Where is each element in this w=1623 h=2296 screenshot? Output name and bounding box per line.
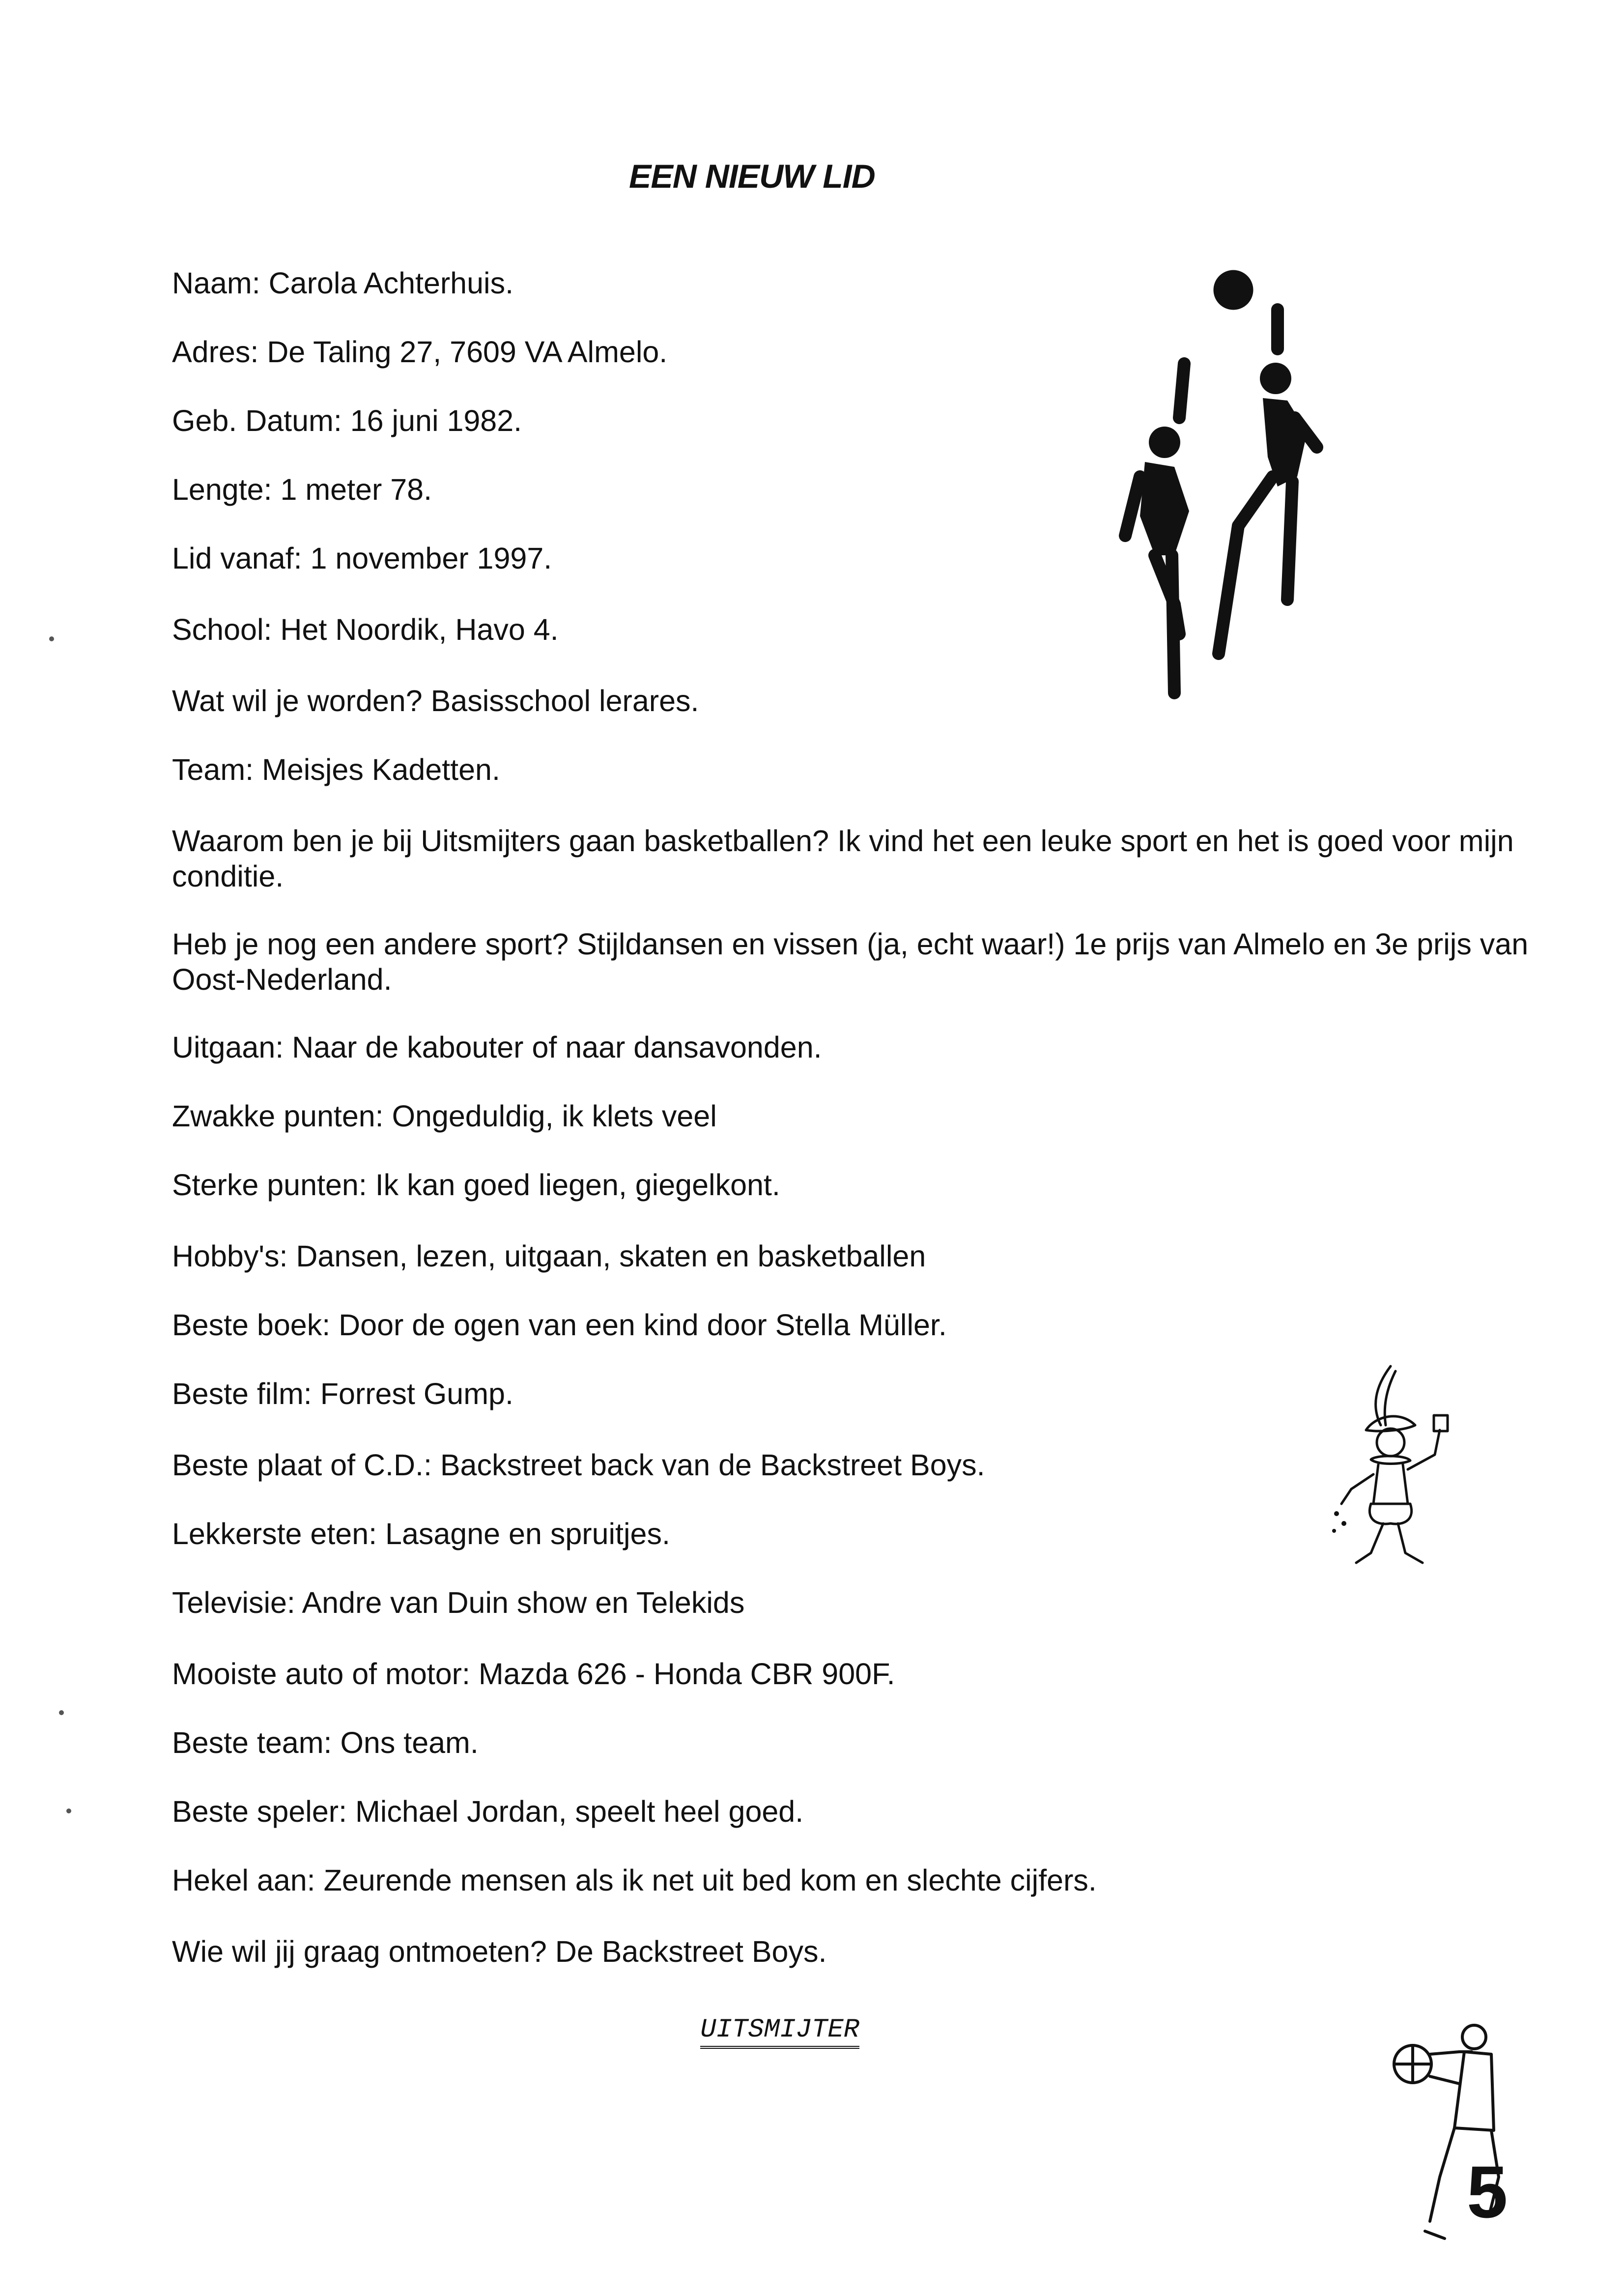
field-team: Team: Meisjes Kadetten. <box>172 753 500 786</box>
field-naam: Naam: Carola Achterhuis. <box>172 266 514 300</box>
field-wie-ontmoeten: Wie wil jij graag ontmoeten? De Backstreet Boys. <box>172 1935 827 1968</box>
scan-speck <box>66 1808 71 1813</box>
basketball-players-illustration <box>1101 260 1356 713</box>
field-mooiste-auto: Mooiste auto of motor: Mazda 626 - Honda CBR 900F. <box>172 1657 895 1691</box>
scan-speck <box>59 1710 64 1715</box>
scan-speck <box>49 636 54 641</box>
jester-illustration <box>1317 1356 1479 1582</box>
field-hekel-aan: Hekel aan: Zeurende mensen als ik net uit bed kom en slechte cijfers. <box>172 1864 1097 1897</box>
field-beste-speler: Beste speler: Michael Jordan, speelt heel goed. <box>172 1795 804 1828</box>
field-televisie: Televisie: Andre van Duin show en Telekids <box>172 1586 745 1619</box>
signature-uitsmijter: UITSMIJTER <box>700 2015 859 2049</box>
field-beste-boek: Beste boek: Door de ogen van een kind door Stella Müller. <box>172 1308 947 1342</box>
field-lengte: Lengte: 1 meter 78. <box>172 473 432 506</box>
field-adres: Adres: De Taling 27, 7609 VA Almelo. <box>172 335 668 369</box>
field-uitgaan: Uitgaan: Naar de kabouter of naar dansavonden. <box>172 1031 822 1064</box>
field-beste-team: Beste team: Ons team. <box>172 1726 479 1759</box>
field-zwakke-punten: Zwakke punten: Ongeduldig, ik klets veel <box>172 1099 717 1133</box>
field-geboortedatum: Geb. Datum: 16 juni 1982. <box>172 404 522 437</box>
field-hobbys: Hobby's: Dansen, lezen, uitgaan, skaten en basketballen <box>172 1239 926 1273</box>
field-lekkerste-eten: Lekkerste eten: Lasagne en spruitjes. <box>172 1517 670 1550</box>
page-title: EEN NIEUW LID <box>629 158 875 195</box>
field-beste-film: Beste film: Forrest Gump. <box>172 1377 513 1410</box>
field-beste-plaat: Beste plaat of C.D.: Backstreet back van de Backstreet Boys. <box>172 1448 985 1482</box>
field-school: School: Het Noordik, Havo 4. <box>172 613 559 646</box>
page-number: 5 <box>1467 2151 1508 2233</box>
player-shooting-illustration <box>1386 2015 1533 2261</box>
field-waarom-basketbal: Waarom ben je bij Uitsmijters gaan basketballen? Ik vind het een leuke sport en het is goed voor mijn conditie. <box>172 824 1514 893</box>
field-lid-vanaf: Lid vanaf: 1 november 1997. <box>172 542 552 575</box>
field-sterke-punten: Sterke punten: Ik kan goed liegen, giegelkont. <box>172 1168 780 1202</box>
field-andere-sport: Heb je nog een andere sport? Stijldansen en vissen (ja, echt waar!) 1e prijs van Almelo en 3e prijs van Oost-Nederland. <box>172 927 1529 996</box>
basketball-icon <box>1214 270 1253 310</box>
field-wat-wil-je-worden: Wat wil je worden? Basisschool lerares. <box>172 684 699 718</box>
